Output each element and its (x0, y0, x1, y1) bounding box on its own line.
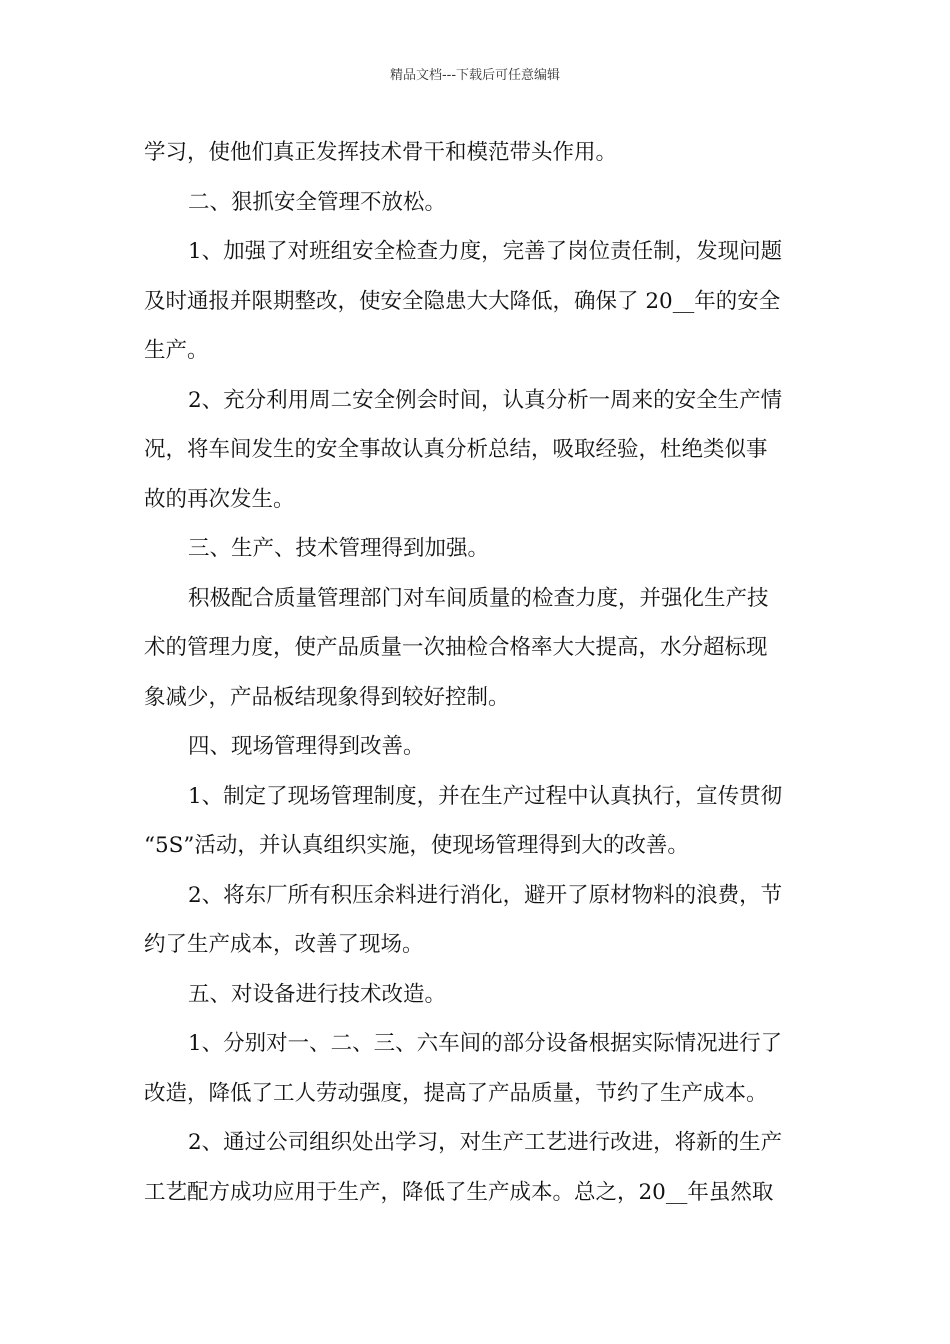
text-line: 术的管理力度，使产品质量一次抽检合格率大大提高，水分超标现 (144, 635, 768, 660)
text-line: 2、充分利用周二安全例会时间，认真分析一周来的安全生产情 (188, 387, 783, 413)
text-line: 改造，降低了工人劳动强度，提高了产品质量，节约了生产成本。 (144, 1080, 768, 1106)
text-line: 工艺配方成功应用于生产，降低了生产成本。总之，20__年虽然取 (144, 1179, 774, 1205)
text-line: 1、加强了对班组安全检查力度，完善了岗位责任制，发现问题 (188, 239, 783, 264)
text-line: 2、将东厂所有积压余料进行消化，避开了原材物料的浪费，节 (188, 882, 783, 908)
text-line: 及时通报并限期整改，使安全隐患大大降低，确保了 20__年的安全 (144, 288, 781, 314)
section-heading: 五、对设备进行技术改造。 (188, 981, 447, 1007)
section-heading: 四、现场管理得到改善。 (188, 734, 425, 759)
text-line: 象减少，产品板结现象得到较好控制。 (144, 684, 510, 710)
document-body (144, 128, 810, 1217)
text-line: 学习，使他们真正发挥技术骨干和模范带头作用。 (144, 140, 618, 165)
section-heading: 三、生产、技术管理得到加强。 (188, 536, 490, 561)
text-line: 况，将车间发生的安全事故认真分析总结，吸取经验，杜绝类似事 (144, 437, 768, 462)
text-line: 1、分别对一、二、三、六车间的部分设备根据实际情况进行了 (188, 1031, 783, 1056)
text-line: “5S”活动，并认真组织实施，使现场管理得到大的改善。 (144, 833, 689, 858)
text-line: 1、制定了现场管理制度，并在生产过程中认真执行，宣传贯彻 (188, 783, 783, 809)
text-line: 积极配合质量管理部门对车间质量的检查力度，并强化生产技 (188, 585, 769, 611)
text-line: 故的再次发生。 (144, 486, 295, 512)
text-line: 2、通过公司组织处出学习，对生产工艺进行改进，将新的生产 (188, 1130, 783, 1155)
section-heading: 二、狠抓安全管理不放松。 (188, 189, 447, 215)
text-line: 生产。 (144, 338, 209, 363)
page-header: 精品文档---下载后可任意编辑 (389, 68, 561, 83)
text-line: 约了生产成本，改善了现场。 (144, 932, 424, 957)
